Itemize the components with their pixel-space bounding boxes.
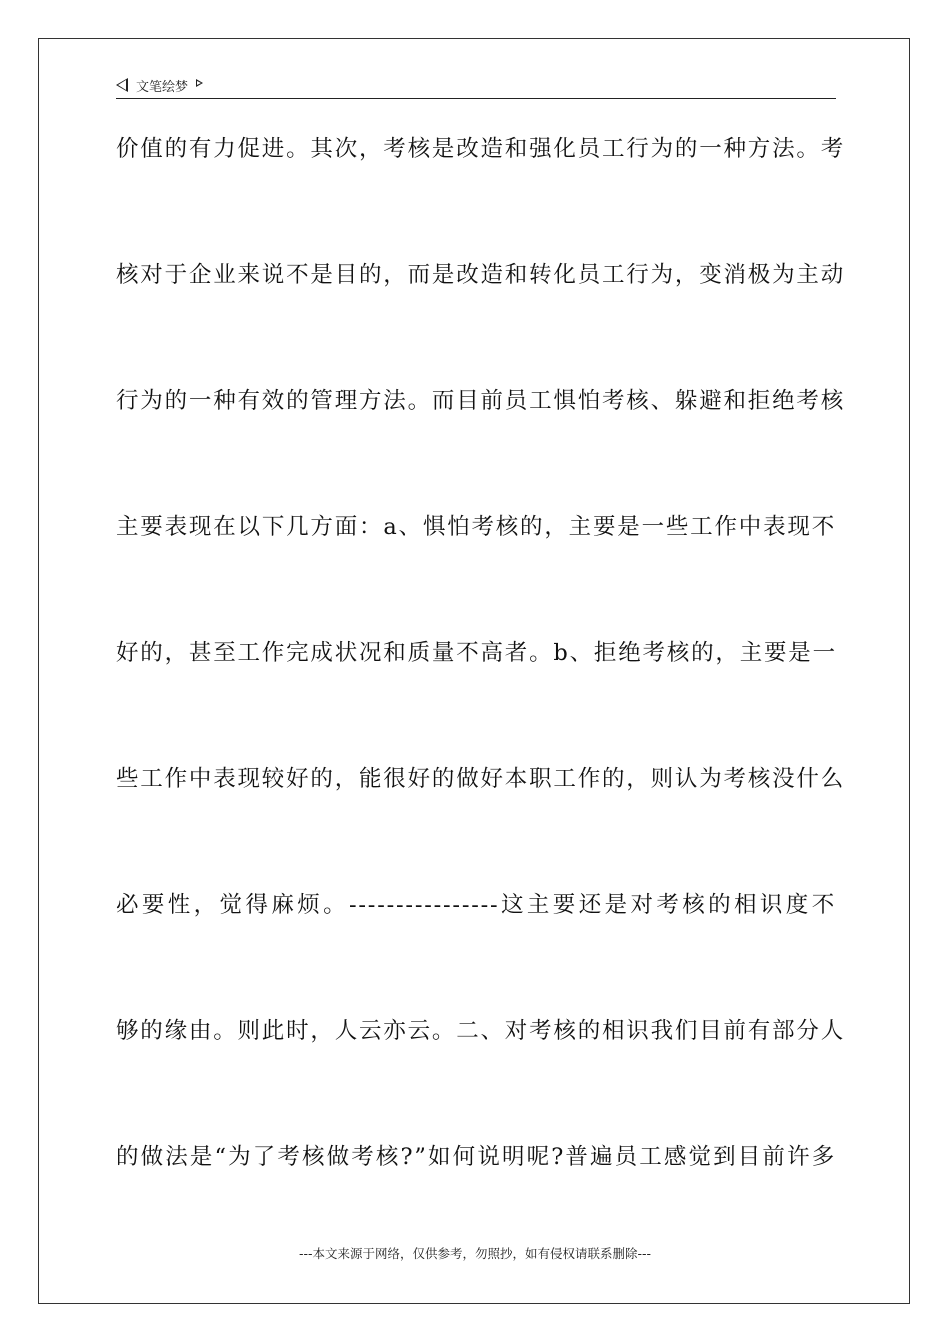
footer-notice: ---本文来源于网络，仅供参考，勿照抄，如有侵权请联系删除--- [298,1246,652,1261]
triangle-left-icon [116,78,128,92]
body-line: 够的缘由。则此时，人云亦云。二、对考核的相识我们目前有部分人 [116,1018,846,1044]
body-line: 核对于企业来说不是目的，而是改造和转化员工行为，变消极为主动 [116,262,846,288]
body-line: 价值的有力促进。其次，考核是改造和强化员工行为的一种方法。考 [116,136,846,162]
body-line: 的做法是“为了考核做考核?”如何说明呢?普遍员工感觉到目前许多 [116,1144,836,1170]
body-line: 主要表现在以下几方面：a、惧怕考核的，主要是一些工作中表现不 [116,514,836,540]
body-line: 必要性，觉得麻烦。----------------这主要还是对考核的相识度不 [116,892,836,918]
triangle-right-icon [196,79,203,87]
document-body [116,121,846,1255]
body-line: 行为的一种有效的管理方法。而目前员工惧怕考核、躲避和拒绝考核 [116,388,846,414]
body-line: 些工作中表现较好的，能很好的做好本职工作的，则认为考核没什么 [116,766,846,792]
header-title: 文笔绘梦 [136,79,189,95]
page-header [116,72,836,99]
body-line: 好的，甚至工作完成状况和质量不高者。b、拒绝考核的，主要是一 [116,640,837,666]
